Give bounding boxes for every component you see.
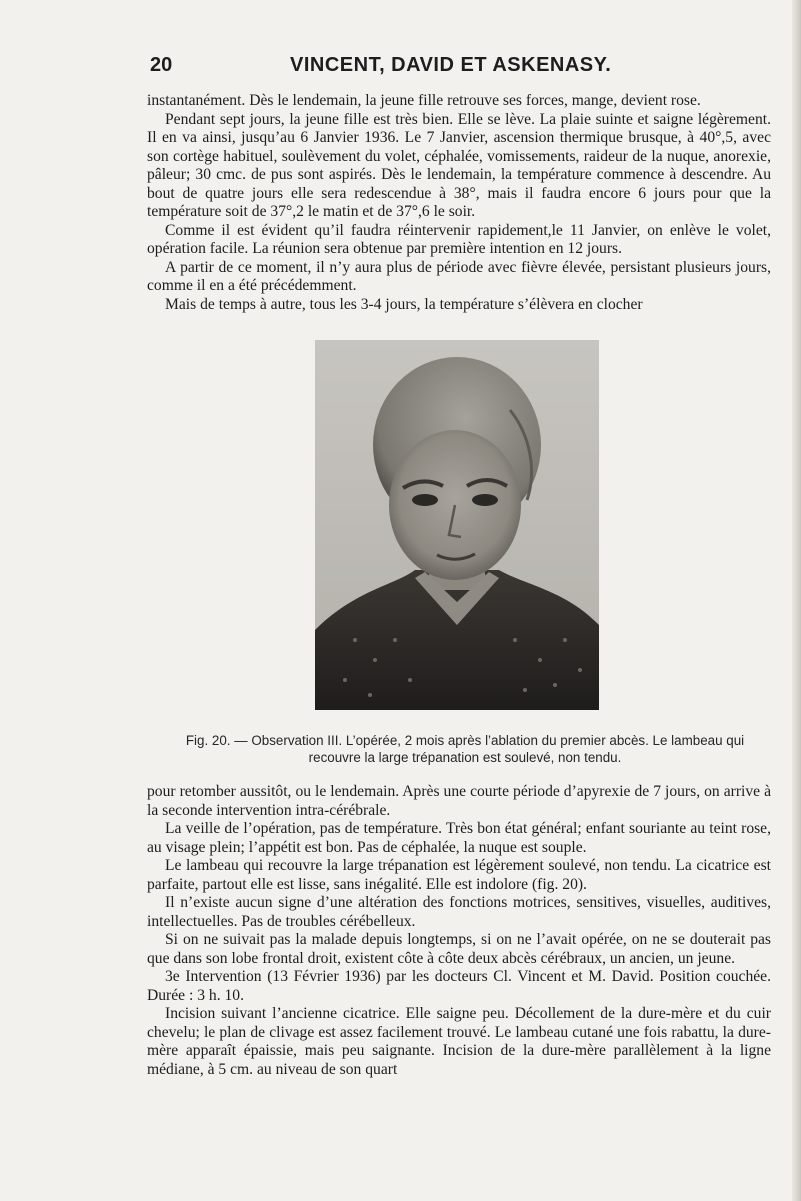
body-text-bottom: [147, 783, 771, 1079]
paragraph: Incision suivant l’ancienne cicatrice. Elle saigne peu. Décollement de la dure-mère et du cuir chevelu; le plan de clivage est assez facilement trouvé. Le lambeau cutané une fois rabattu, la dure-mère apparaît épaissie, mais peu saignante. Incision de la dure-mère parallèlement à la ligne médiane, à 5 cm. au niveau de son quart: [147, 1005, 771, 1078]
paragraph: Comme il est évident qu’il faudra réintervenir rapidement,le 11 Janvier, on enlève le volet, opération facile. La réunion sera obtenue par première intention en 12 jours.: [147, 221, 771, 257]
running-head: VINCENT, DAVID ET ASKENASY.: [290, 54, 612, 76]
page-number: 20: [150, 54, 173, 76]
left-eye: [412, 494, 438, 506]
paragraph: Mais de temps à autre, tous les 3-4 jours, la température s’élèvera en clocher: [165, 295, 643, 313]
page-edge: [792, 0, 801, 1201]
body-text-top: [147, 92, 771, 314]
paragraph: Le lambeau qui recouvre la large trépanation est légèrement soulevé, non tendu. La cicatrice est parfaite, partout elle est lisse, sans inégalité. Elle est indolore (fig. 20).: [147, 857, 771, 893]
page-header: [150, 54, 770, 84]
paragraph: pour retomber aussitôt, ou le lendemain. Après une courte période d’apyrexie de 7 jours, on arrive à la seconde intervention intra-cérébrale.: [147, 783, 771, 819]
right-eye: [472, 494, 498, 506]
paragraph: A partir de ce moment, il n’y aura plus de période avec fièvre élevée, persistant plusieurs jours, comme il en a été précédemment.: [147, 258, 771, 294]
figure-caption: Fig. 20. — Observation III. L’opérée, 2 mois après l’ablation du premier abcès. Le lambeau qui recouvre la large trépanation est soulevé, non tendu.: [185, 733, 745, 765]
paragraph: La veille de l’opération, pas de température. Très bon état général; enfant souriante au teint rose, au visage plein; l’appétit est bon. Pas de céphalée, la nuque est souple.: [147, 820, 771, 856]
patient-photograph: [315, 340, 599, 710]
paragraph: Il n’existe aucun signe d’une altération des fonctions motrices, sensitives, visuelles, auditives, intellectuelles. Pas de troubles cérébelleux.: [147, 894, 771, 930]
paragraph: Pendant sept jours, la jeune fille est très bien. Elle se lève. La plaie suinte et saigne légèrement. Il en va ainsi, jusqu’au 6 Janvier 1936. Le 7 Janvier, ascension thermique brusque, à 40°,5, avec son cortège habituel, soulèvement du volet, céphalée, vomissements, raideur de la nuque, anorexie, pâleur; 30 cmc. de pus sont aspirés. Dès le lendemain, la température commence à descendre. Au bout de quatre jours elle sera redescendue à 38°, mais il faudra encore 6 jours pour que la température soit de 37°,2 le matin et de 37°,6 le soir.: [147, 110, 771, 220]
paragraph: instantanément. Dès le lendemain, la jeune fille retrouve ses forces, mange, devient rose.: [147, 92, 701, 109]
paragraph: 3e Intervention (13 Février 1936) par les docteurs Cl. Vincent et M. David. Position couchée. Durée : 3 h. 10.: [147, 968, 771, 1004]
paragraph: Si on ne suivait pas la malade depuis longtemps, si on ne l’avait opérée, on ne se douterait pas que dans son lobe frontal droit, existent côte à côte deux abcès cérébraux, un ancien, un jeune.: [147, 931, 771, 967]
